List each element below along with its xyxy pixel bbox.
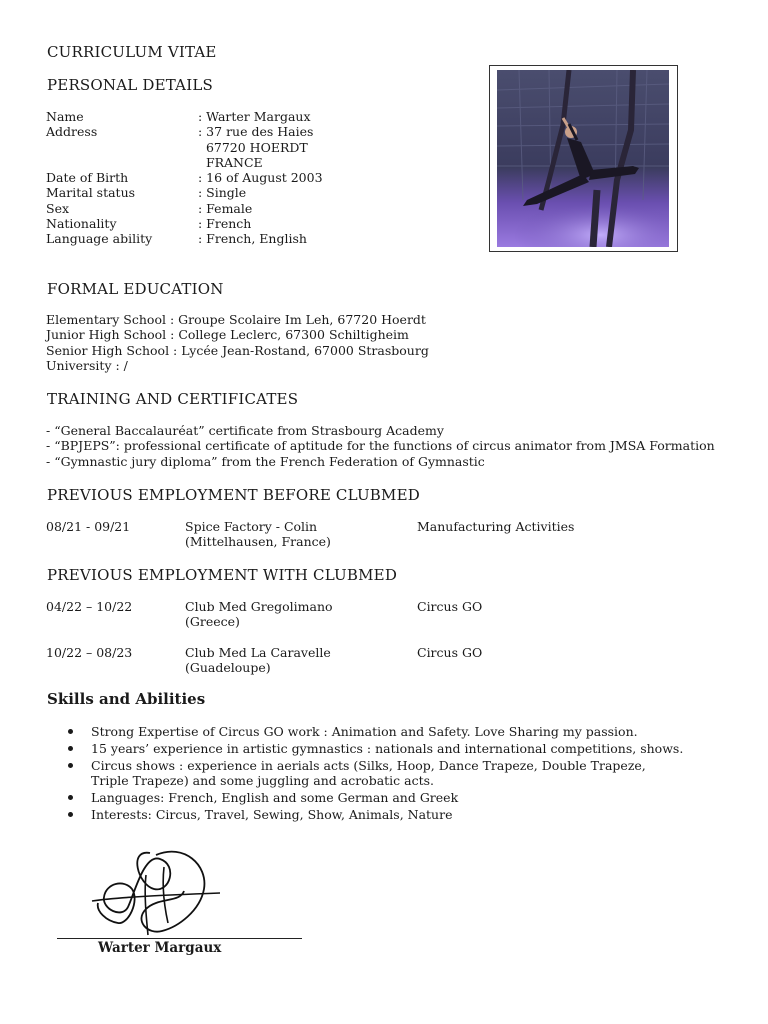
education-heading: FORMAL EDUCATION [47, 280, 224, 298]
employment-row [46, 599, 746, 631]
employment-with-heading: PREVIOUS EMPLOYMENT WITH CLUBMED [47, 566, 398, 584]
detail-label: Sex [46, 200, 70, 216]
employment-place [185, 519, 331, 550]
detail-row-address-line2 [46, 140, 466, 155]
skill-text: Strong Expertise of Circus GO work : Animation and Safety. Love Sharing my passion. [91, 724, 638, 739]
detail-label: Date of Birth [46, 170, 129, 186]
detail-label: Marital status [46, 185, 136, 201]
education-line: University : / [46, 357, 128, 373]
education-line: Senior High School : Lycée Jean-Rostand, 67000 Strasbourg [46, 342, 429, 358]
education-list [46, 312, 429, 373]
training-heading: TRAINING AND CERTIFICATES [47, 390, 299, 408]
detail-label: Address [46, 124, 98, 140]
detail-label [46, 140, 198, 155]
training-line: - “General Baccalauréat” certificate from Strasbourg Academy [46, 423, 444, 438]
detail-value: : Female [198, 200, 253, 216]
detail-row-address [46, 124, 466, 139]
education-line: Junior High School : College Leclerc, 67300 Schiltigheim [46, 327, 409, 343]
bullet-icon [68, 746, 73, 751]
employment-date: 10/22 – 08/23 [46, 645, 133, 660]
skill-text: 15 years’ experience in artistic gymnastics : nationals and international competitions, shows. [91, 740, 684, 756]
skill-text: Interests: Circus, Travel, Sewing, Show, Animals, Nature [91, 806, 453, 822]
education-line: Elementary School : Groupe Scolaire Im Leh, 67720 Hoerdt [46, 312, 426, 327]
employment-before-heading: PREVIOUS EMPLOYMENT BEFORE CLUBMED [47, 486, 420, 504]
detail-row-sex [46, 201, 466, 216]
detail-row-address-line3 [46, 155, 466, 170]
skill-text: Languages: French, English and some German and Greek [91, 789, 459, 805]
detail-label [46, 155, 198, 170]
skill-text: Circus shows : experience in aerials acts (Silks, Hoop, Dance Trapeze, Double Trapeze, Triple Trapeze) and some juggling and acrobatic acts. [91, 757, 646, 789]
employment-row [46, 519, 746, 551]
personal-details-heading: PERSONAL DETAILS [47, 76, 213, 94]
detail-value: 67720 HOERDT [198, 139, 308, 155]
employment-role: Manufacturing Activities [417, 519, 575, 534]
bullet-icon [68, 795, 73, 800]
detail-value: : 16 of August 2003 [198, 170, 323, 186]
personal-details-table [46, 109, 466, 247]
employment-place-line1: Club Med La Caravelle [185, 645, 331, 660]
aerial-silks-photo [497, 70, 669, 247]
detail-value: FRANCE [198, 154, 263, 170]
detail-value: : French [198, 216, 252, 232]
training-line: - “Gymnastic jury diploma” from the French Federation of Gymnastic [46, 453, 485, 469]
skill-item [46, 741, 726, 756]
detail-value: : 37 rue des Haies [198, 124, 314, 140]
detail-row-nationality [46, 216, 466, 231]
skill-item [46, 807, 726, 822]
employment-place-line2: (Greece) [185, 614, 240, 630]
bullet-icon [68, 812, 73, 817]
training-line: - “BPJEPS”: professional certificate of aptitude for the functions of circus animator from JMSA Formation [46, 438, 715, 454]
detail-row-language [46, 231, 466, 246]
skill-item [46, 758, 726, 789]
handwritten-signature [88, 845, 228, 940]
detail-row-marital [46, 185, 466, 200]
employment-place [185, 645, 331, 676]
employment-place [185, 599, 333, 630]
employment-place-line1: Club Med Gregolimano [185, 599, 333, 614]
employment-place-line2: (Guadeloupe) [185, 660, 271, 676]
signature-name: Warter Margaux [98, 940, 222, 956]
document-title: CURRICULUM VITAE [47, 43, 217, 61]
profile-photo-frame [489, 65, 678, 252]
detail-label: Nationality [46, 216, 117, 232]
employment-role: Circus GO [417, 645, 483, 660]
detail-value: : Single [198, 185, 247, 201]
detail-value: : French, English [198, 231, 307, 247]
bullet-icon [68, 729, 73, 734]
bullet-icon [68, 763, 73, 768]
detail-label: Name [46, 109, 84, 124]
profile-photo [497, 70, 669, 247]
detail-value: : Warter Margaux [198, 109, 311, 124]
employment-place-line1: Spice Factory - Colin [185, 519, 318, 534]
skills-list [46, 724, 726, 824]
skill-item [46, 790, 726, 805]
employment-date: 08/21 - 09/21 [46, 519, 131, 534]
employment-row [46, 645, 746, 677]
employment-place-line2: (Mittelhausen, France) [185, 534, 331, 550]
skill-item [46, 724, 726, 739]
detail-label: Language ability [46, 231, 153, 247]
detail-row-birth [46, 170, 466, 185]
employment-date: 04/22 – 10/22 [46, 599, 133, 614]
signature-line [57, 938, 302, 939]
skills-heading: Skills and Abilities [47, 690, 206, 708]
employment-role: Circus GO [417, 599, 483, 614]
detail-row-name [46, 109, 466, 124]
training-list [46, 423, 715, 469]
